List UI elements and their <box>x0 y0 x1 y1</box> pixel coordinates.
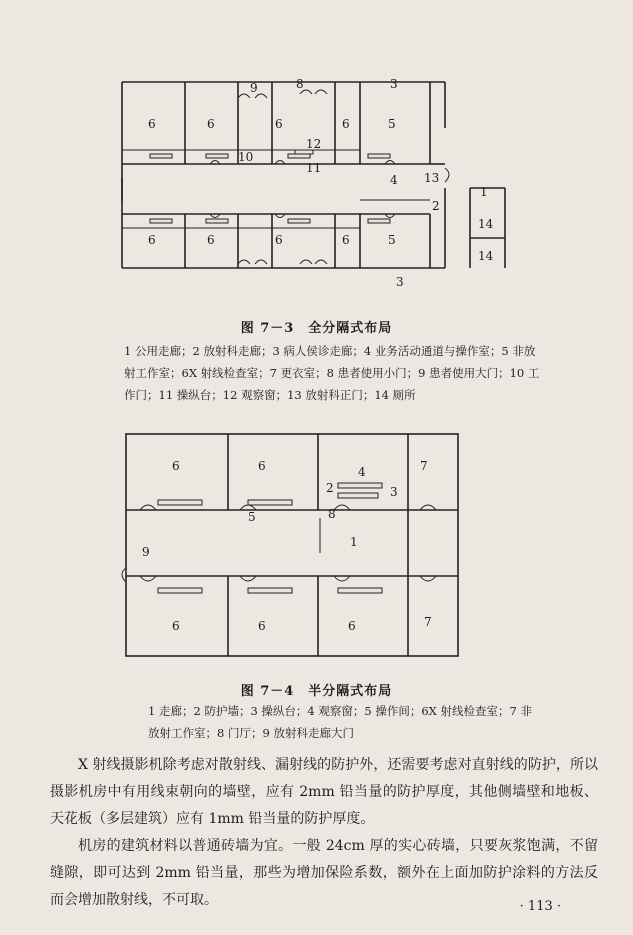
fig3-label-6d: 6 <box>342 117 350 131</box>
fig3-label-5-top: 5 <box>388 117 396 131</box>
fig3-label-13: 13 <box>424 171 440 185</box>
figure-7-4-legend <box>148 700 532 744</box>
fig3-label-6f: 6 <box>207 233 215 247</box>
fig3-label-11: 11 <box>306 161 322 175</box>
figure-7-4-floor-plan <box>120 428 470 663</box>
fig3-label-6b: 6 <box>207 117 215 131</box>
fig3-label-6h: 6 <box>342 233 350 247</box>
figure-7-4-legend-line: 放射工作室；8 门厅；9 放射科走廊大门 <box>148 726 354 740</box>
fig4-label-6b: 6 <box>258 459 266 473</box>
fig4-label-6e: 6 <box>348 619 356 633</box>
figure-7-3-title: 图 7－3 全分隔式布局 <box>240 321 393 336</box>
figure-7-3-svg <box>110 68 530 298</box>
fig3-label-5-bottom: 5 <box>388 233 396 247</box>
fig3-label-12: 12 <box>306 137 322 151</box>
fig3-label-14a: 14 <box>478 217 494 231</box>
fig3-label-6e: 6 <box>148 233 156 247</box>
figure-7-3-legend-line: 作门；11 操纵台；12 观察窗；13 放射科正门；14 厕所 <box>124 388 416 402</box>
fig3-label-3-bottom: 3 <box>396 275 404 289</box>
fig3-label-8: 8 <box>296 77 304 91</box>
fig3-label-4: 4 <box>390 173 398 187</box>
fig4-label-8: 8 <box>328 507 336 521</box>
fig4-label-3: 3 <box>390 485 398 499</box>
fig4-label-9: 9 <box>142 545 150 559</box>
fig3-label-10: 10 <box>238 150 254 164</box>
fig3-label-2: 2 <box>432 199 440 213</box>
fig4-label-7-bottom: 7 <box>424 615 432 629</box>
figure-7-4-title: 图 7－4 半分隔式布局 <box>240 684 393 699</box>
fig4-label-6c: 6 <box>172 619 180 633</box>
fig4-label-4: 4 <box>358 465 366 479</box>
fig4-label-6d: 6 <box>258 619 266 633</box>
paragraph-building-materials: 机房的建筑材料以普通砖墙为宜。一般 24cm 厚的实心砖墙，只要灰浆饱满，不留缝隙，即可达到 2mm 铅当量，那些为增加保险系数，额外在上面加防护涂料的方法反而会增加散射线，不可取。 <box>50 838 598 908</box>
fig3-label-6g: 6 <box>275 233 283 247</box>
body-text <box>50 752 598 914</box>
fig3-label-14b: 14 <box>478 249 494 263</box>
figure-7-4-legend-line: 1 走廊；2 防护墙；3 操纵台；4 观察窗；5 操作间；6X 射线检查室；7 非 <box>148 704 532 718</box>
fig4-label-1: 1 <box>350 535 358 549</box>
paragraph-radiation-protection: X 射线摄影机除考虑对散射线、漏射线的防护外，还需要考虑对直射线的防护，所以摄影机房中有用线束朝向的墙壁，应有 2mm 铅当量的防护厚度，其他侧墙壁和地板、天花板（多层建筑）应有 1mm 铅当量的防护厚度。 <box>50 757 598 827</box>
fig3-label-6c: 6 <box>275 117 283 131</box>
figure-7-4-svg <box>120 428 470 663</box>
fig3-label-9: 9 <box>250 81 258 95</box>
fig3-label-6a: 6 <box>148 117 156 131</box>
fig4-label-5: 5 <box>248 510 256 524</box>
page-number: · 113 · <box>519 899 561 914</box>
figure-7-3-floor-plan <box>110 68 530 298</box>
fig3-label-1: 1 <box>480 185 488 199</box>
figure-7-3-legend-line: 1 公用走廊；2 放射科走廊；3 病人侯诊走廊；4 业务活动通道与操作室；5 非放 <box>124 344 536 358</box>
fig3-label-3-top: 3 <box>390 77 398 91</box>
figure-7-3-legend <box>124 340 539 406</box>
fig4-label-2: 2 <box>326 481 334 495</box>
fig4-label-7-top: 7 <box>420 459 428 473</box>
figure-7-3-legend-line: 射工作室；6X 射线检查室；7 更衣室；8 患者使用小门；9 患者使用大门；10 工 <box>124 366 540 380</box>
fig4-label-6a: 6 <box>172 459 180 473</box>
